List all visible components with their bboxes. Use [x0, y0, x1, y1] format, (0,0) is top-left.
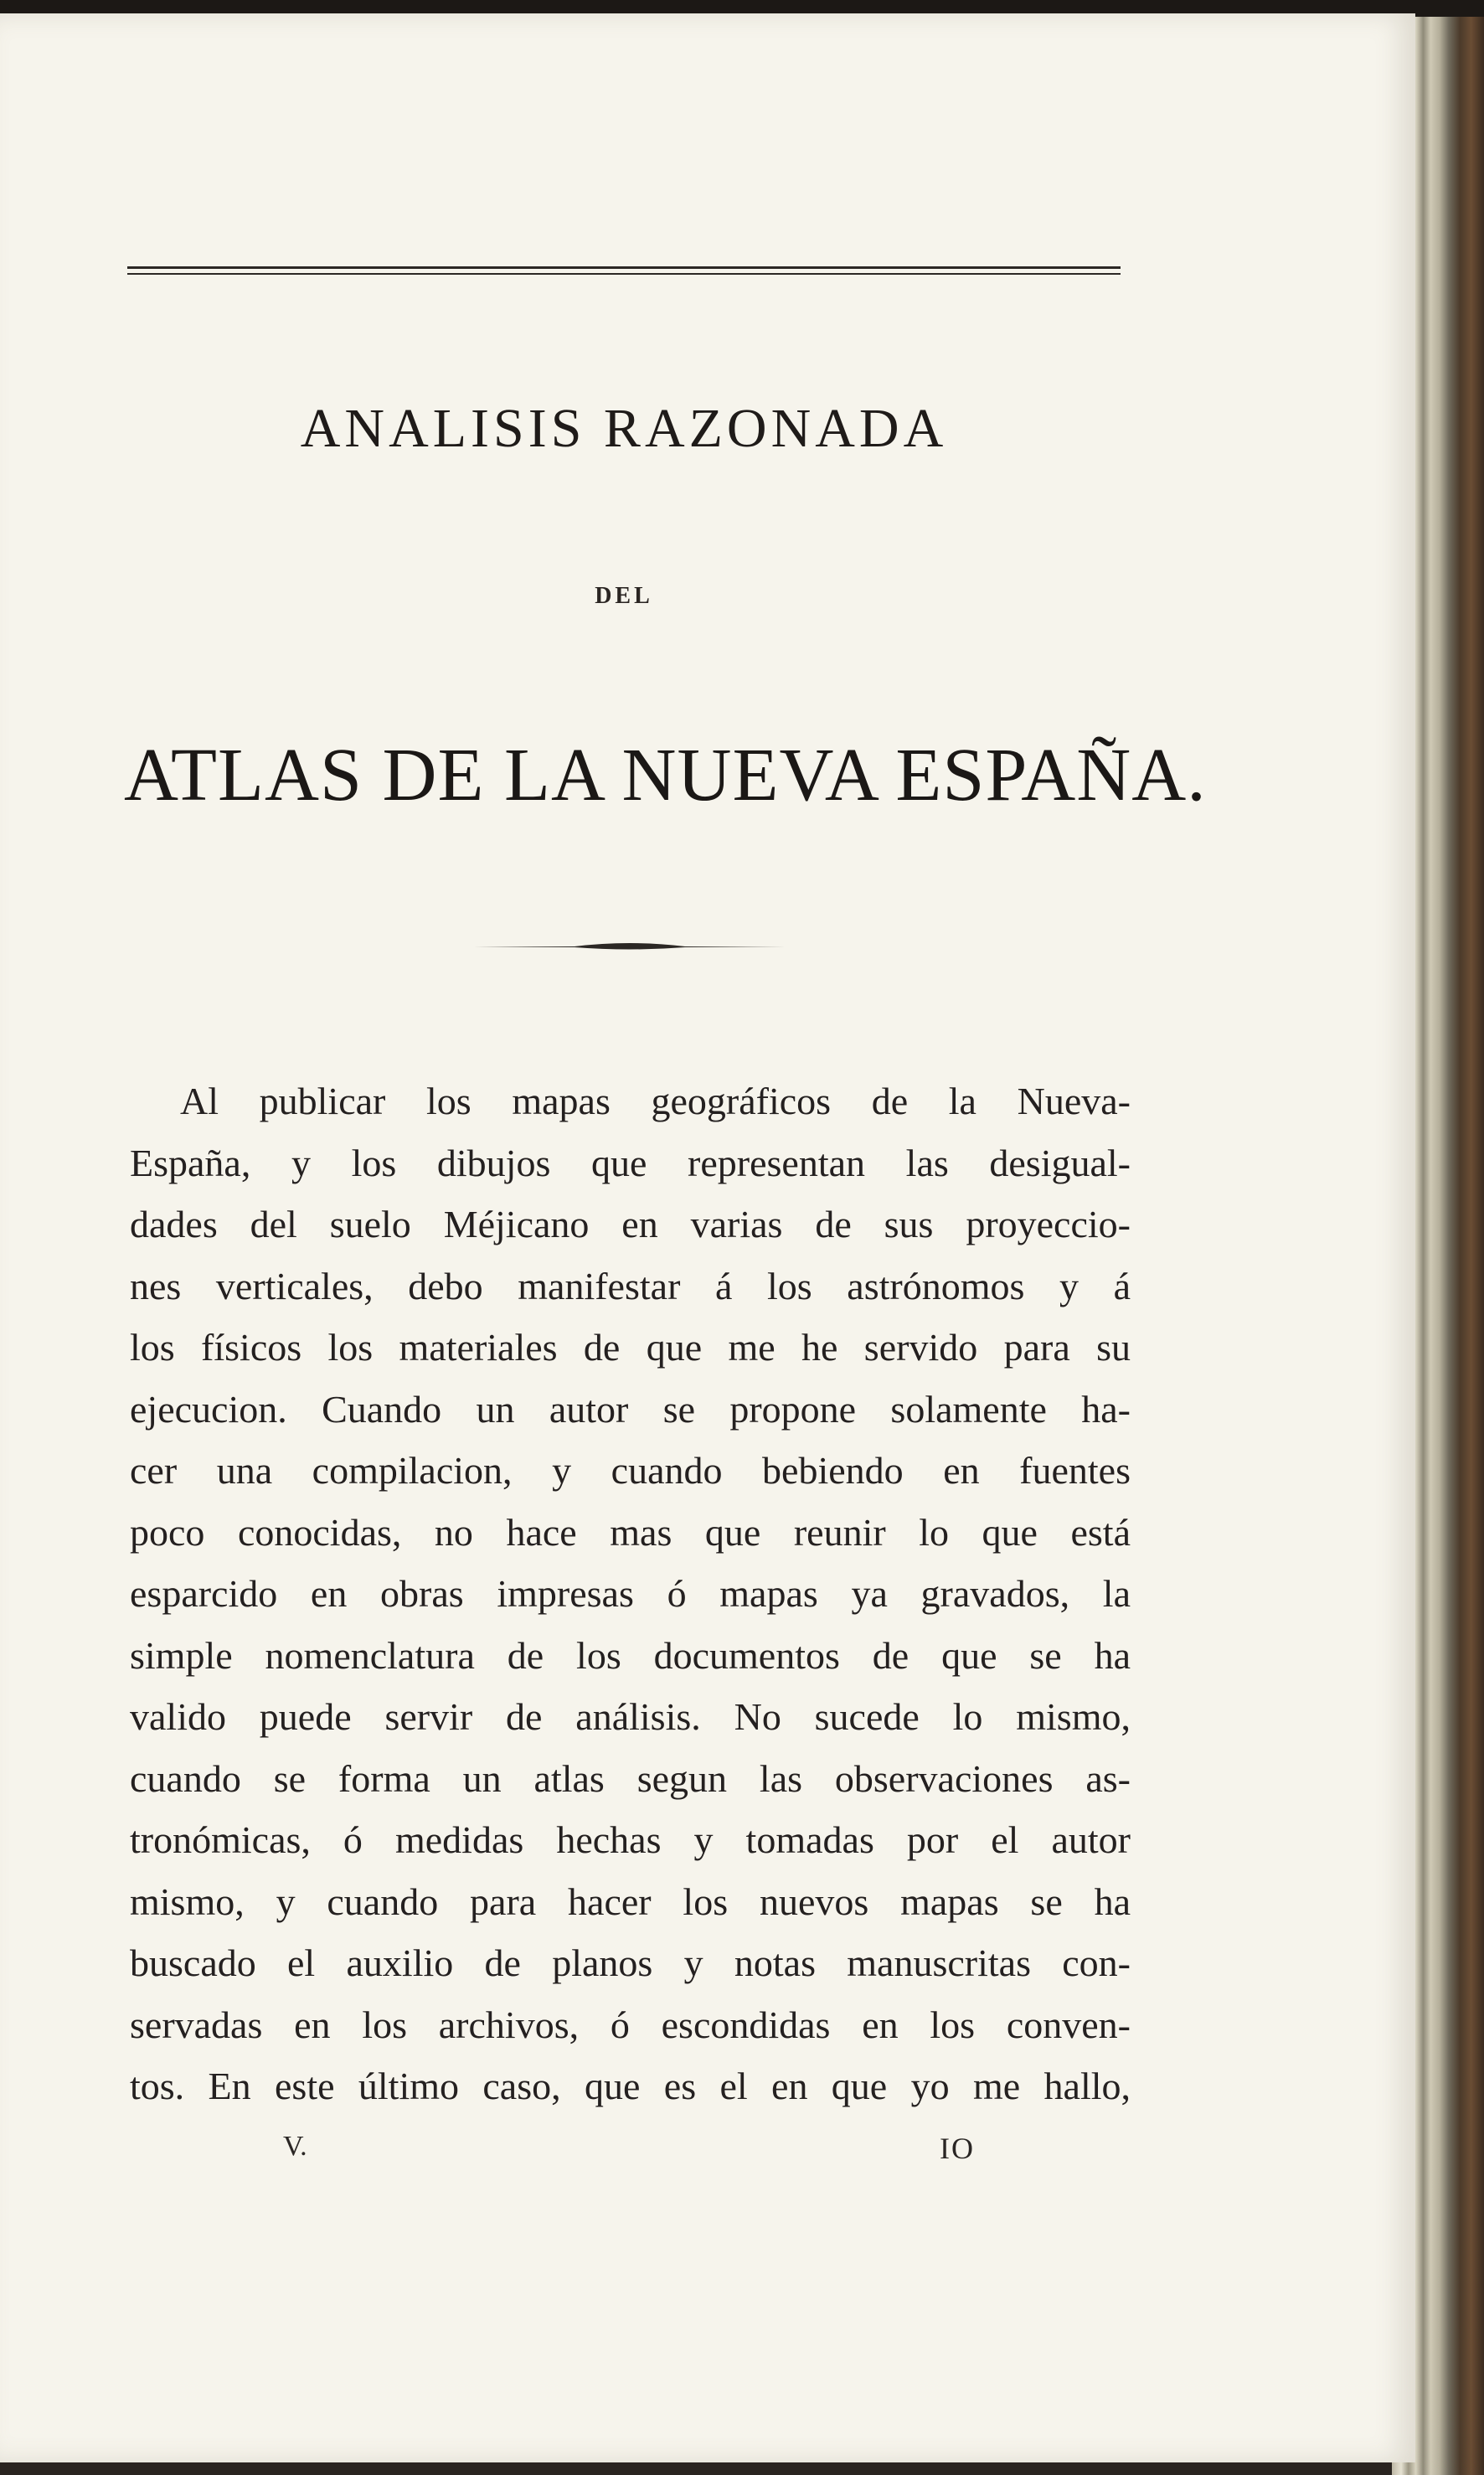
text-line: cuando se forma un atlas segun las observaciones as-: [130, 1756, 1131, 1800]
text-line: mismo, y cuando para hacer los nuevos mapas se ha: [130, 1879, 1131, 1923]
text-line: tronómicas, ó medidas hechas y tomadas por el autor: [130, 1818, 1131, 1861]
text-line: esparcido en obras impresas ó mapas ya gravados, la: [130, 1572, 1131, 1615]
book-page: [0, 13, 1415, 2462]
body-paragraph: [130, 1070, 1131, 2117]
text-line: simple nomenclatura de los documentos de que se ha: [130, 1633, 1131, 1677]
signature-number: IO: [940, 2132, 975, 2165]
text-line: dades del suelo Méjicano en varias de sus proyeccio-: [130, 1203, 1131, 1245]
text-line: los físicos los materiales de que me he servido para su: [130, 1326, 1131, 1369]
text-line: Al publicar los mapas geográficos de la Nueva-: [180, 1080, 1131, 1122]
text-line: España, y los dibujos que representan las desigual-: [130, 1141, 1131, 1184]
text-line: buscado el auxilio de planos y notas manuscritas con-: [130, 1941, 1131, 1984]
text-line: valido puede servir de análisis. No sucede lo mismo,: [130, 1695, 1131, 1738]
ornamental-rule: [474, 938, 786, 955]
text-line: tos. En este último caso, que es el en que yo me hallo,: [130, 2065, 1131, 2107]
heading-line-1: ANALISIS RAZONADA: [300, 398, 948, 459]
text-line: nes verticales, debo manifestar á los astrónomos y á: [130, 1264, 1131, 1307]
heading-line-2: DEL: [595, 583, 653, 609]
text-line: servadas en los archivos, ó escondidas en los conven-: [130, 2003, 1131, 2046]
signature-mark: V.: [283, 2131, 307, 2162]
text-line: cer una compilacion, y cuando bebiendo en fuentes: [130, 1449, 1131, 1492]
heading-line-3: ATLAS DE LA NUEVA ESPAÑA.: [124, 734, 1207, 817]
text-line: poco conocidas, no hace mas que reunir lo que está: [130, 1510, 1131, 1554]
double-rule: [127, 266, 1121, 276]
text-line: ejecucion. Cuando un autor se propone solamente ha-: [130, 1387, 1131, 1431]
